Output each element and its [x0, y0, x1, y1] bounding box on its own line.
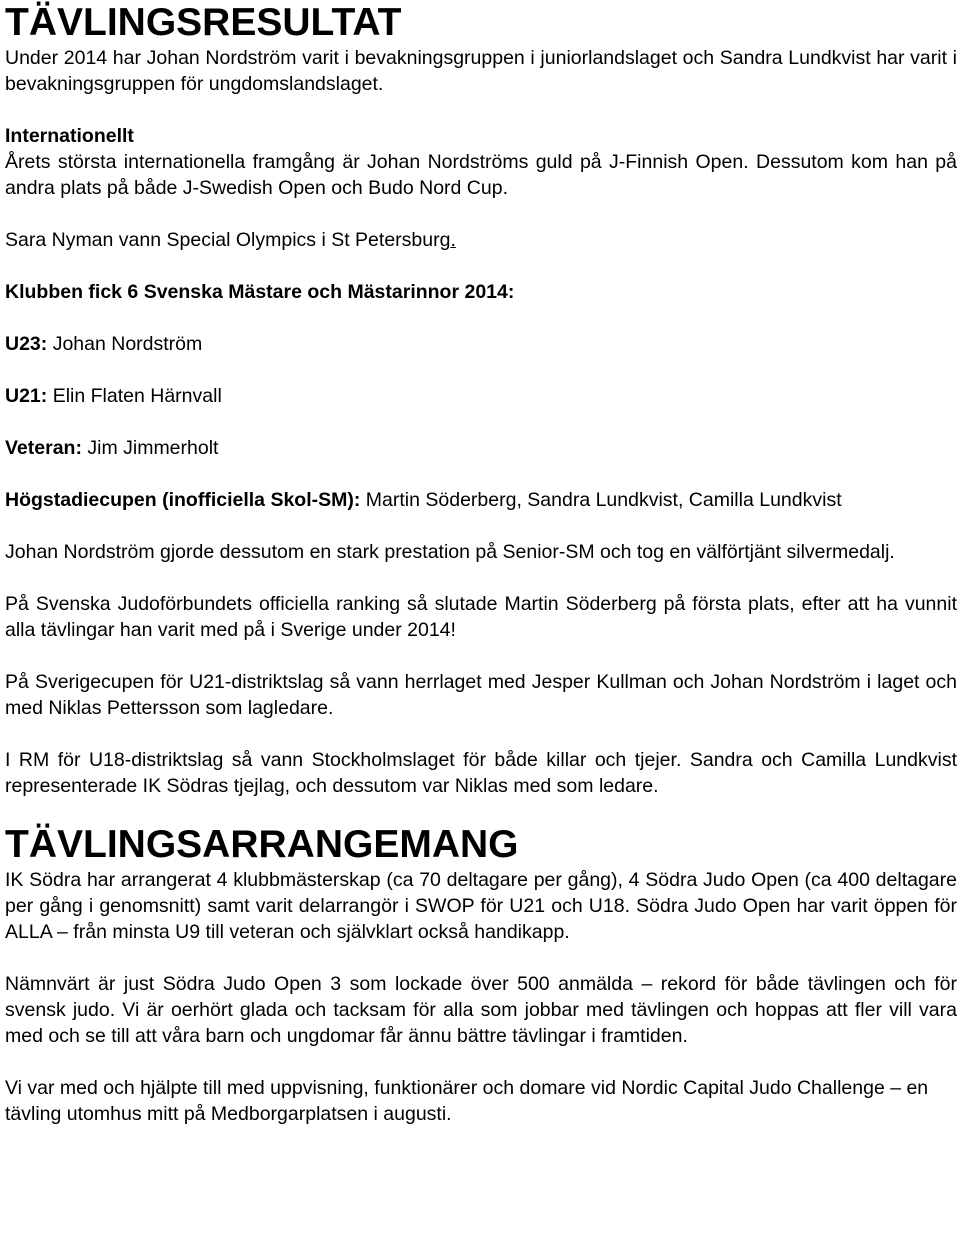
champion-label: U21: — [5, 385, 48, 407]
results-paragraph: På Svenska Judoförbundets officiella ranking så slutade Martin Söderberg på första plats, efter att ha vunnit alla tävlingar han varit med på i Sverige under 2014! — [5, 593, 957, 641]
champion-u21 — [5, 383, 957, 409]
heading-tavlingsarrangemang: TÄVLINGSARRANGEMANG — [5, 823, 519, 866]
champion-hogstadiecupen — [5, 487, 957, 513]
sara-text: Sara Nyman vann Special Olympics i St Petersburg — [5, 229, 451, 251]
intro-paragraph: Under 2014 har Johan Nordström varit i bevakningsgruppen i juniorlandslaget och Sandra Lundkvist har varit i bevakningsgruppen för ungdomslandslaget. — [5, 47, 957, 95]
international-heading — [5, 123, 957, 149]
champion-label: Veteran: — [5, 437, 82, 459]
international-paragraph: Årets största internationella framgång är Johan Nordströms guld på J-Finnish Open. Dessutom kom han på andra plats på både J-Swedish Open och Budo Nord Cup. — [5, 151, 957, 199]
results-paragraph: Johan Nordström gjorde dessutom en stark prestation på Senior-SM och tog en välförtjänt silvermedalj. — [5, 541, 895, 563]
arrangements-paragraph: IK Södra har arrangerat 4 klubbmästerskap (ca 70 deltagare per gång), 4 Södra Judo Open (ca 400 deltagare per gång i genomsnitt) samt varit delarrangör i SWOP för U21 och U18. Södra Judo Open har varit öppen för ALLA – från minsta U9 till veteran och självklart också handikapp. — [5, 869, 957, 943]
champion-names: Jim Jimmerholt — [81, 437, 219, 459]
champion-veteran — [5, 435, 957, 461]
champion-u23 — [5, 331, 957, 357]
champion-names: Elin Flaten Härnvall — [47, 385, 222, 407]
champion-label: Högstadiecupen (inofficiella Skol-SM): — [5, 489, 361, 511]
champion-label: U23: — [5, 333, 48, 355]
champions-heading-text: Klubben fick 6 Svenska Mästare och Mästarinnor 2014: — [5, 281, 515, 303]
document-page — [5, 0, 957, 1127]
results-paragraph: På Sverigecupen för U21-distriktslag så vann herrlaget med Jesper Kullman och Johan Nordström i laget och med Niklas Pettersson som lagledare. — [5, 671, 957, 719]
international-heading-text: Internationellt — [5, 125, 134, 147]
sara-period: . — [450, 229, 456, 251]
champion-names: Johan Nordström — [47, 333, 203, 355]
arrangements-paragraph: Nämnvärt är just Södra Judo Open 3 som lockade över 500 anmälda – rekord för både tävlingen och för svensk judo. Vi är oerhört glada och tacksam för alla som jobbar med tävlingen och hoppas att fler vill vara med och se till att våra barn och ungdomar får ännu bättre tävlingar i framtiden. — [5, 973, 957, 1047]
champion-names: Martin Söderberg, Sandra Lundkvist, Camilla Lundkvist — [360, 489, 842, 511]
sara-paragraph — [5, 227, 957, 253]
arrangements-paragraph: Vi var med och hjälpte till med uppvisning, funktionärer och domare vid Nordic Capital Judo Challenge – en tävling utomhus mitt på Medborgarplatsen i augusti. — [5, 1077, 929, 1125]
results-paragraph: I RM för U18-distriktslag så vann Stockholmslaget för både killar och tjejer. Sandra och Camilla Lundkvist representerade IK Södras tjejlag, och dessutom var Niklas med som ledare. — [5, 749, 957, 797]
heading-tavlingsresultat: TÄVLINGSRESULTAT — [5, 1, 402, 44]
champions-heading — [5, 279, 957, 305]
